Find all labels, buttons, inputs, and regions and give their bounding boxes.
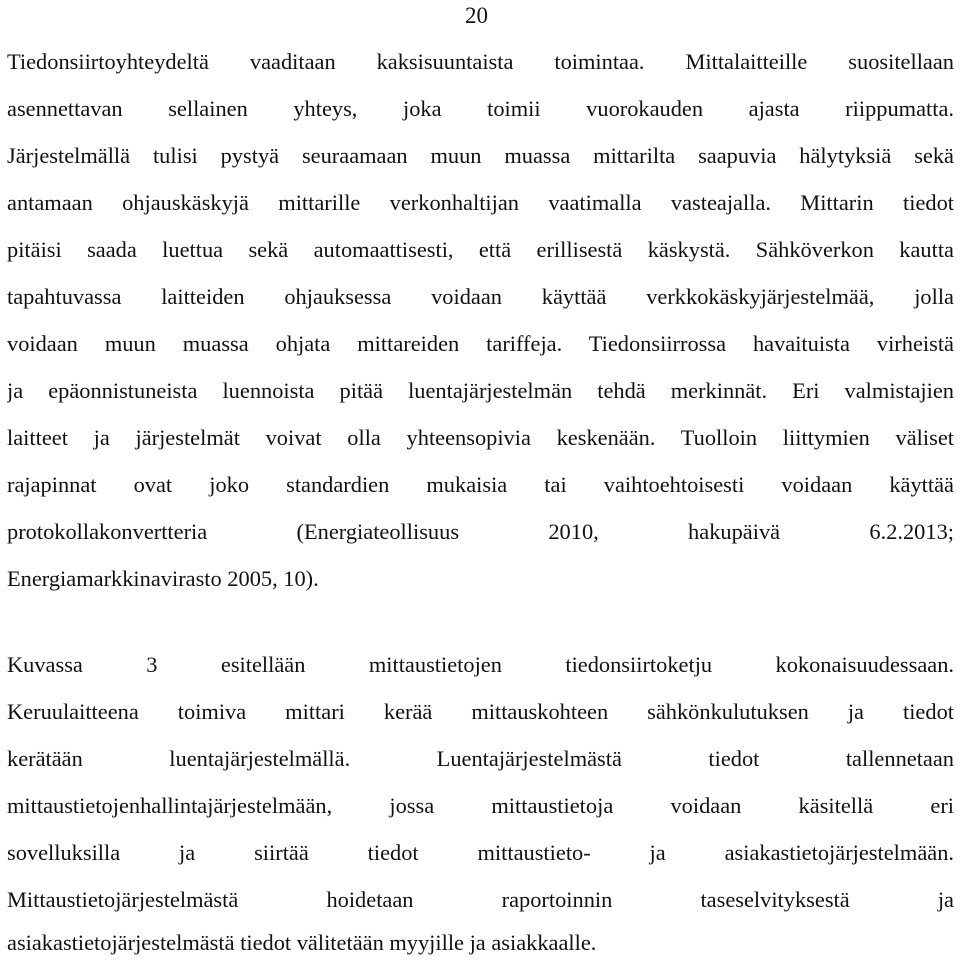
paragraph-line: Tiedonsiirtoyhteydeltä vaaditaan kaksisuuntaista toimintaa. Mittalaitteille suositellaan	[7, 49, 954, 74]
paragraph-line: asiakastietojärjestelmästä tiedot välitetään myyjille ja asiakkaalle.	[7, 930, 597, 955]
paragraph-line: Järjestelmällä tulisi pystyä seuraamaan muun muassa mittarilta saapuvia hälytyksiä sekä	[7, 143, 954, 168]
paragraph-line: Keruulaitteena toimiva mittari kerää mittauskohteen sähkönkulutuksen ja tiedot	[7, 699, 954, 724]
paragraph-line: voidaan muun muassa ohjata mittareiden tariffeja. Tiedonsiirrossa havaituista virheistä	[7, 331, 954, 356]
paragraph-line: antamaan ohjauskäskyjä mittarille verkonhaltijan vaatimalla vasteajalla. Mittarin tiedot	[7, 190, 954, 215]
paragraph-line: mittaustietojenhallintajärjestelmään, jossa mittaustietoja voidaan käsitellä eri	[7, 793, 954, 818]
paragraph-line: Kuvassa 3 esitellään mittaustietojen tiedonsiirtoketju kokonaisuudessaan.	[7, 652, 954, 677]
paragraph-line: sovelluksilla ja siirtää tiedot mittaustieto- ja asiakastietojärjestelmään.	[7, 840, 954, 865]
paragraph-line: ja epäonnistuneista luennoista pitää luentajärjestelmän tehdä merkinnät. Eri valmistajien	[7, 378, 954, 403]
paragraph-line: protokollakonvertteria (Energiateollisuus 2010, hakupäivä 6.2.2013;	[7, 519, 954, 544]
paragraph-line: Mittaustietojärjestelmästä hoidetaan raportoinnin taseselvityksestä ja	[7, 887, 954, 912]
paragraph-line: kerätään luentajärjestelmällä. Luentajärjestelmästä tiedot tallennetaan	[7, 746, 954, 771]
page-number: 20	[465, 3, 488, 28]
paragraph-line: pitäisi saada luettua sekä automaattisesti, että erillisestä käskystä. Sähköverkon kautta	[7, 237, 954, 262]
paragraph-line: Energiamarkkinavirasto 2005, 10).	[7, 566, 319, 591]
paragraph-line: asennettavan sellainen yhteys, joka toimii vuorokauden ajasta riippumatta.	[7, 96, 954, 121]
paragraph-line: tapahtuvassa laitteiden ohjauksessa voidaan käyttää verkkokäskyjärjestelmää, jolla	[7, 284, 954, 309]
paragraph-line: rajapinnat ovat joko standardien mukaisia tai vaihtoehtoisesti voidaan käyttää	[7, 472, 954, 497]
paragraph-line: laitteet ja järjestelmät voivat olla yhteensopivia keskenään. Tuolloin liittymien väliset	[7, 425, 954, 450]
